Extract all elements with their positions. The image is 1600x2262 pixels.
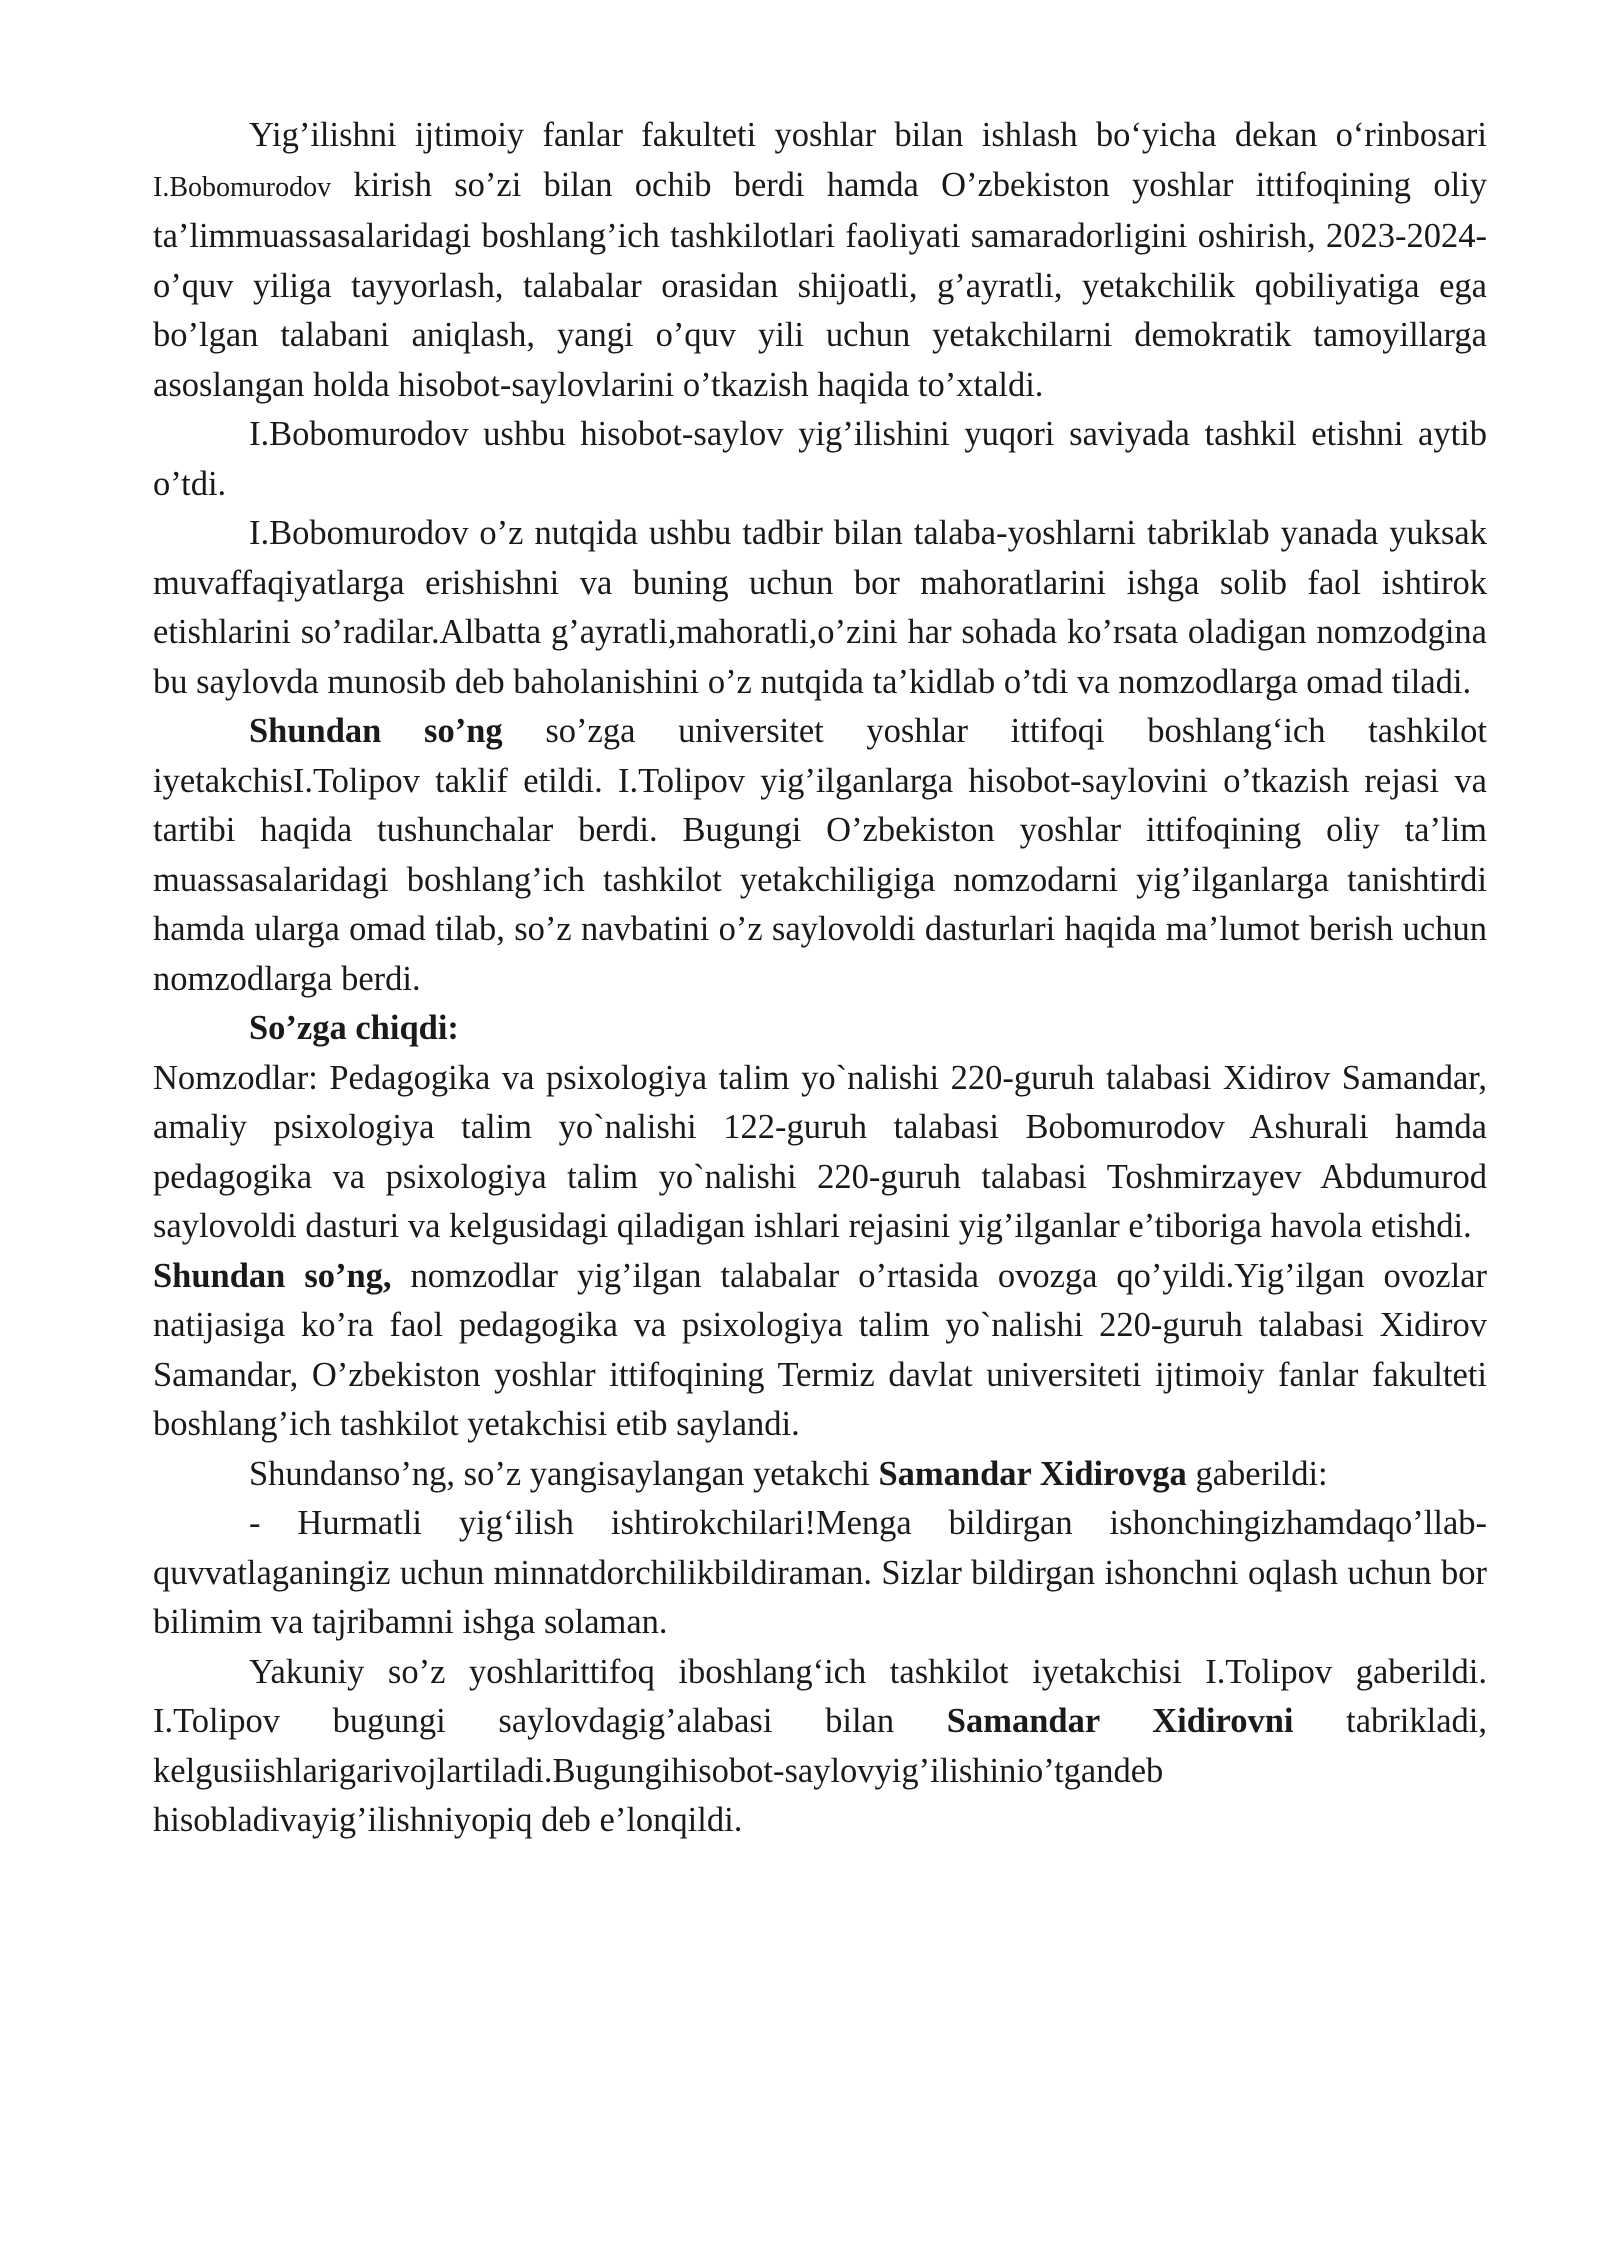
- paragraph-vote-result: [153, 1252, 1487, 1450]
- new-leader-text-end: gaberildi:: [1186, 1454, 1328, 1493]
- bold-lead: Shundan so’ng,: [153, 1256, 392, 1295]
- paragraph-organize: I.Bobomurodov ushbu hisobot-saylov yig’ilishini yuqori saviyada tashkil etishni aytib o’tdi.: [153, 415, 1487, 503]
- bold-lead: Shundan so’ng: [249, 712, 503, 750]
- paragraph-closing: [153, 1648, 1487, 1846]
- opening-text-start: Yig’ilishni ijtimoiy fanlar fakulteti yoshlar bilan ishlash bo‘yicha dekan o‘rinbosari: [249, 116, 1487, 154]
- closing-text-start: Yakuniy so’z yoshlarittifoq iboshlang‘ich tashkilot iyetakchisi I.Tolipov gaberildi. I.Tolipov bugungi saylovdagig’alabasi bilan: [153, 1652, 1487, 1740]
- paragraph-tolipov-intro: [153, 707, 1487, 1004]
- vote-result-text: nomzodlar yig’ilgan talabalar o’rtasida ovozga qo’yildi.Yig’ilgan ovozlar natijasiga ko’ra faol pedagogika va psixologiya talim yo`nalishi 220-guruh talabasi Xidirov Samandar, O’zbekiston yoshlar ittifoqining Termiz davlat universiteti ijtimoiy fanlar fakulteti boshlang’ich tashkilot yetakchisi etib saylandi.: [153, 1256, 1487, 1443]
- opening-text-end: kirish so’zi bilan ochib berdi hamda O’zbekiston yoshlar ittifoqining oliy ta’limmuassasalaridagi boshlang’ich tashkilotlari faoliyati samaradorligini oshirish, 2023-2024-o’quv yiliga tayyorlash, talabalar orasidan shijoatli, g’ayratli, yetakchilik qobiliyatiga ega bo’lgan talabani aniqlash, yangi o’quv yili uchun yetakchilarni demokratik tamoyillarga asoslangan holda hisobot-saylovlarini o’tkazish haqida to’xtaldi.: [153, 165, 1487, 404]
- closing-leader-name: Samandar Xidirovni: [946, 1702, 1294, 1740]
- deputy-dean-name: I.Bobomurodov: [153, 171, 332, 203]
- paragraph-leader-speech: - Hurmatli yig‘ilish ishtirokchilari!Menga bildirgan ishonchingizhamdaqo’llab-quvvatlaganingiz uchun minnatdorchilikbildiraman. Sizlar bildirgan ishonchni oqlash uchun bor bilimim va tajribamni ishga solaman.: [153, 1504, 1487, 1641]
- paragraph-new-leader: [153, 1450, 1487, 1500]
- paragraph-opening: [153, 111, 1487, 410]
- paragraph-speech: I.Bobomurodov o’z nutqida ushbu tadbir bilan talaba-yoshlarni tabriklab yanada yuksak muvaffaqiyatlarga erishishni va buning uchun bor mahoratlarini ishga solib faol ishtirok etishlarini so’radilar.Albatta g’ayratli,mahoratli,o’zini har sohada ko’rsata oladigan nomzodgina bu saylovda munosib deb baholanishini o’z nutqida ta’kidlab o’tdi va nomzodlarga omad tiladi.: [153, 514, 1487, 701]
- new-leader-text-start: Shundanso’ng, so’z yangisaylangan yetakchi: [249, 1454, 879, 1493]
- speakers-heading: So’zga chiqdi:: [249, 1009, 459, 1047]
- tolipov-intro-text: so’zga universitet yoshlar ittifoqi boshlang‘ich tashkilot iyetakchisI.Tolipov taklif etildi. I.Tolipov yig’ilganlarga hisobot-saylovini o’tkazish rejasi va tartibi haqida tushunchalar berdi. Bugungi O’zbekiston yoshlar ittifoqining oliy ta’lim muassasalaridagi boshlang’ich tashkilot yetakchiligiga nomzodarni yig’ilganlarga tanishtirdi hamda ularga omad tilab, so’z navbatini o’z saylovoldi dasturlari haqida ma’lumot berish uchun nomzodlarga berdi.: [153, 712, 1487, 998]
- document-body: [153, 111, 1487, 1846]
- closing-text-end: tabrikladi, kelgusiishlarigarivojlartiladi.Bugungihisobot-saylovyig’ilishinio’tgandeb hisobladivayig’ilishniyopiq deb e’lonqildi.: [153, 1702, 1487, 1839]
- new-leader-name: Samandar Xidirovga: [878, 1454, 1187, 1493]
- paragraph-candidates: Nomzodlar: Pedagogika va psixologiya talim yo`nalishi 220-guruh talabasi Xidirov Samandar, amaliy psixologiya talim yo`nalishi 122-guruh talabasi Bobomurodov Ashurali hamda pedagogika va psixologiya talim yo`nalishi 220-guruh talabasi Toshmirzayev Abdumurod saylovoldi dasturi va kelgusidagi qiladigan ishlari rejasini yig’ilganlar e’tiboriga havola etishdi.: [153, 1058, 1487, 1245]
